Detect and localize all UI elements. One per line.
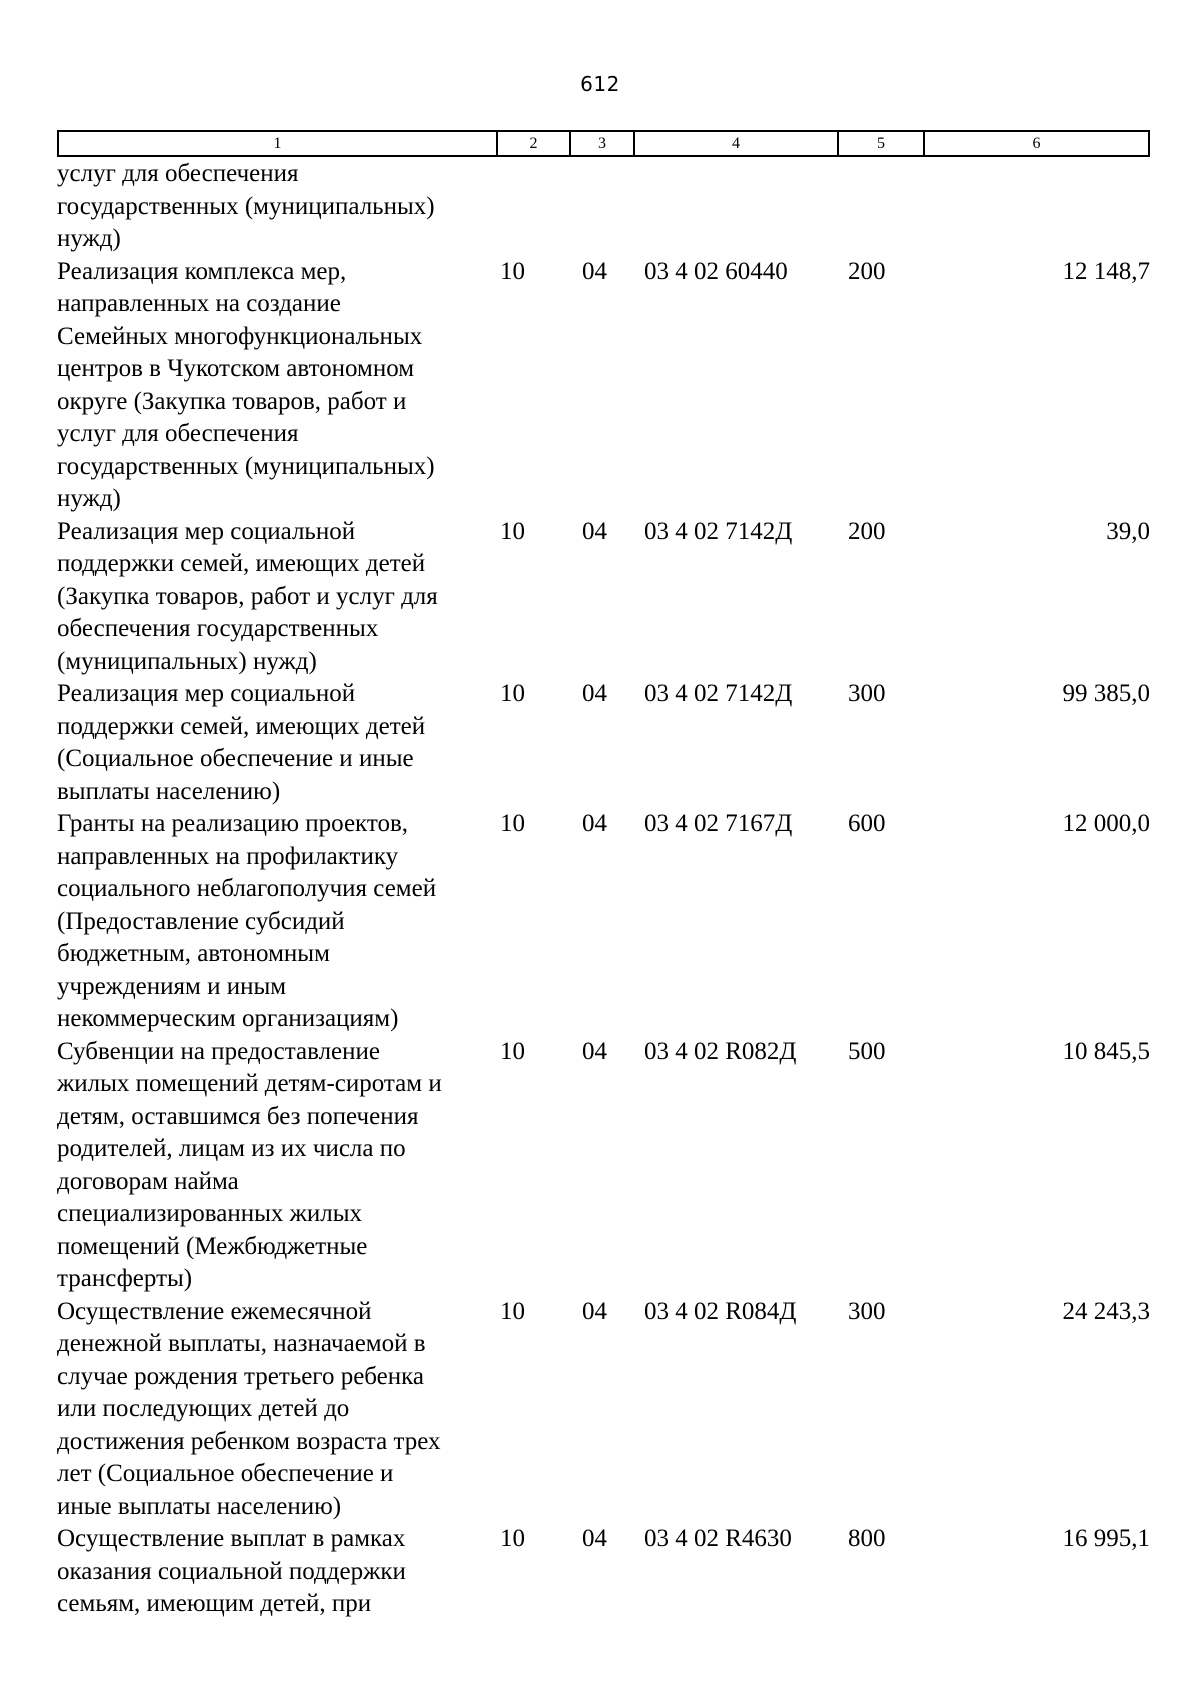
row-expense-type: 200 [848, 517, 886, 545]
row-target-article [634, 158, 838, 256]
row-section [497, 158, 570, 256]
row-target-article: 03 4 02 60440 [644, 257, 788, 285]
row-section: 10 [500, 810, 525, 837]
row-target-article: 03 4 02 R084Д [644, 1297, 797, 1325]
row-target-article: 03 4 02 R082Д [644, 1037, 797, 1065]
row-expense-type [838, 158, 924, 256]
table-row [57, 678, 1150, 808]
table-row [57, 256, 1150, 516]
row-amount: 12 000,0 [1062, 810, 1150, 837]
row-description: Реализация комплекса мер, направленных на создание Семейных многофункциональных центров в Чукотском автономном округе (Закупка товаров, работ и услуг для обеспечения государственных (муниципальных) нужд) [57, 257, 435, 512]
row-expense-type: 300 [848, 680, 886, 707]
header-col-4: 4 [635, 132, 839, 155]
row-subsection: 04 [582, 517, 607, 545]
row-expense-type: 800 [848, 1525, 886, 1552]
row-expense-type: 200 [848, 257, 886, 285]
row-subsection: 04 [582, 680, 607, 707]
table-row [57, 1523, 1150, 1621]
row-section: 10 [500, 1037, 525, 1065]
header-col-1: 1 [59, 132, 498, 155]
row-description: услуг для обеспечения государственных (муниципальных) нужд) [57, 160, 435, 252]
row-target-article: 03 4 02 R4630 [644, 1525, 792, 1552]
header-col-2: 2 [498, 132, 571, 155]
row-subsection: 04 [582, 1037, 607, 1065]
table-row [57, 516, 1150, 679]
row-expense-type: 300 [848, 1297, 886, 1325]
row-description: Гранты на реализацию проектов, направленных на профилактику социального неблагополучия семей (Предоставление субсидий бюджетным, автономным учреждениям и иным некоммерческим организациям) [57, 810, 437, 1032]
row-description: Реализация мер социальной поддержки семей, имеющих детей (Социальное обеспечение и иные выплаты населению) [57, 680, 426, 805]
row-target-article: 03 4 02 7142Д [644, 680, 793, 707]
row-section: 10 [500, 1297, 525, 1325]
header-col-5: 5 [839, 132, 925, 155]
page-number: 612 [580, 72, 620, 96]
row-section: 10 [500, 517, 525, 545]
row-expense-type: 600 [848, 810, 886, 837]
row-subsection: 04 [582, 257, 607, 285]
row-amount: 10 845,5 [1062, 1037, 1150, 1065]
row-amount [924, 158, 1150, 256]
header-col-3: 3 [571, 132, 635, 155]
row-target-article: 03 4 02 7142Д [644, 517, 793, 545]
row-subsection: 04 [582, 1525, 607, 1552]
row-section: 10 [500, 1525, 525, 1552]
header-col-6: 6 [1032, 135, 1041, 152]
row-amount: 16 995,1 [1062, 1525, 1150, 1552]
table-row [57, 158, 1150, 256]
row-subsection: 04 [582, 810, 607, 837]
row-amount: 24 243,3 [1062, 1297, 1150, 1325]
row-amount: 39,0 [1106, 517, 1150, 545]
table-body [57, 158, 1150, 1621]
row-subsection [570, 158, 634, 256]
row-expense-type: 500 [848, 1037, 886, 1065]
row-subsection: 04 [582, 1297, 607, 1325]
row-description: Субвенции на предоставление жилых помещений детям-сиротам и детям, оставшимся без попечения родителей, лицам из их числа по договорам найма специализированных жилых помещений (Межбюджетные трансферты) [57, 1037, 442, 1292]
row-amount: 12 148,7 [1062, 257, 1150, 285]
row-target-article: 03 4 02 7167Д [644, 810, 793, 837]
table-row [57, 1296, 1150, 1524]
row-section: 10 [500, 257, 525, 285]
table-header [57, 130, 1150, 157]
row-section: 10 [500, 680, 525, 707]
table-row [57, 808, 1150, 1036]
row-description: Реализация мер социальной поддержки семей, имеющих детей (Закупка товаров, работ и услуг для обеспечения государственных (муниципальных) нужд) [57, 517, 438, 675]
row-description: Осуществление выплат в рамках оказания социальной поддержки семьям, имеющим детей, при [57, 1525, 406, 1617]
table-row [57, 1036, 1150, 1296]
row-description: Осуществление ежемесячной денежной выплаты, назначаемой в случае рождения третьего ребенка или последующих детей до достижения ребенком возраста трех лет (Социальное обеспечение и иные выплаты населению) [57, 1297, 441, 1520]
row-amount: 99 385,0 [1062, 680, 1150, 707]
